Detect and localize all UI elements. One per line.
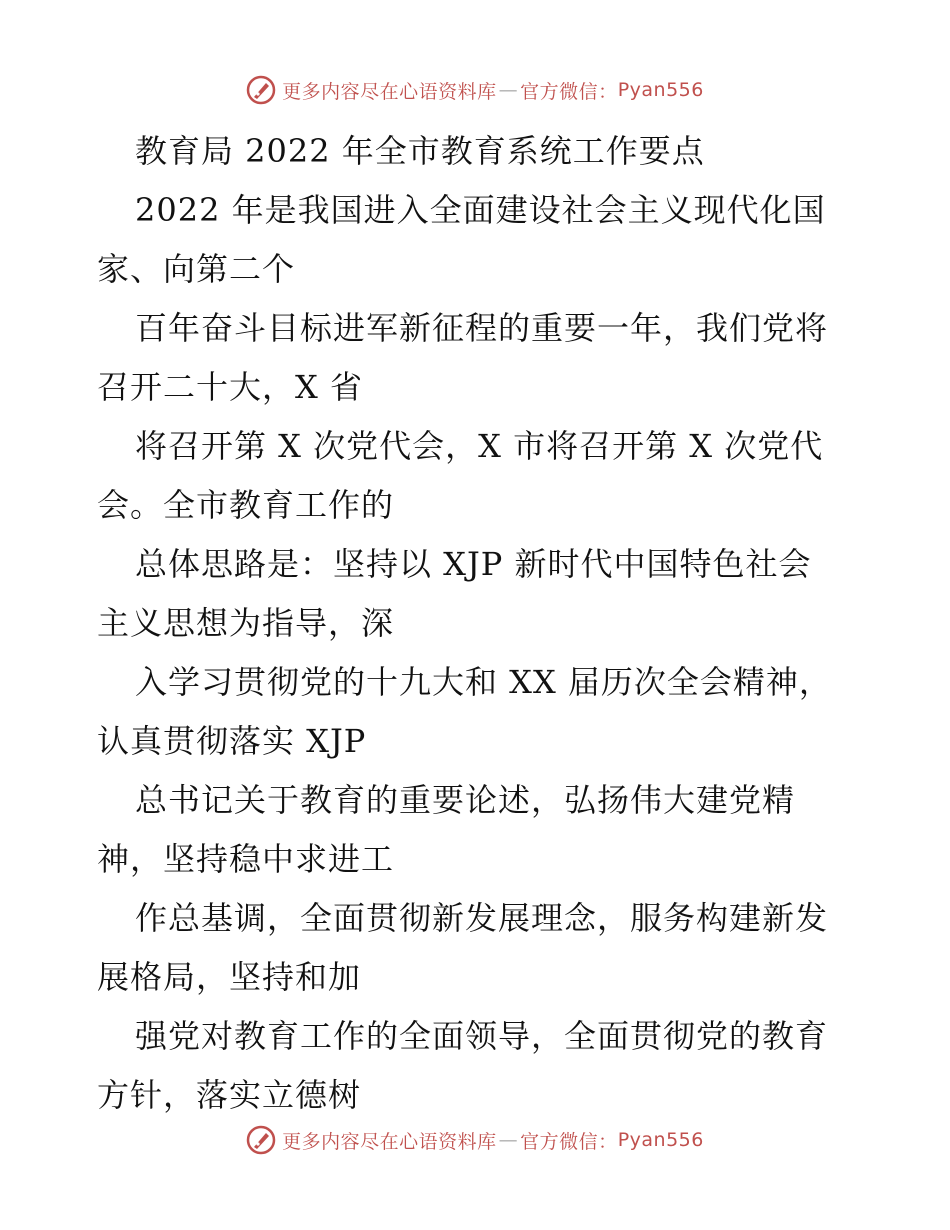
text-line: 入学习贯彻党的十九大和 XX 届历次全会精神， — [135, 663, 832, 701]
text-line: 将召开第 X 次党代会，X 市将召开第 X 次党代 — [135, 427, 824, 465]
watermark-separator: — — [498, 79, 519, 101]
text-line: 百年奋斗目标进军新征程的重要一年，我们党将 — [135, 309, 829, 347]
watermark-main-text: 更多内容尽在心语资料库 — [282, 80, 497, 103]
text-line: 主义思想为指导，深 — [97, 604, 395, 642]
text-line: 认真贯彻落实 XJP — [97, 722, 367, 760]
footer-watermark — [0, 1120, 950, 1160]
watermark-wechat-id: Pyan556 — [617, 79, 704, 101]
text-line: 2022 年是我国进入全面建设社会主义现代化国 — [135, 191, 826, 229]
document-title: 教育局 2022 年全市教育系统工作要点 — [135, 132, 705, 170]
text-line: 强党对教育工作的全面领导，全面贯彻党的教育 — [135, 1017, 829, 1055]
watermark-separator: — — [498, 1129, 519, 1151]
header-watermark — [0, 70, 950, 110]
text-line: 会。全市教育工作的 — [97, 486, 395, 524]
text-line: 召开二十大，X 省 — [97, 368, 363, 406]
watermark-wechat-id: Pyan556 — [617, 1129, 704, 1151]
text-line: 神，坚持稳中求进工 — [97, 840, 395, 878]
watermark-wechat-label: 官方微信： — [520, 80, 618, 103]
pen-nib-logo-icon — [246, 75, 276, 105]
document-body — [97, 122, 867, 1125]
text-line: 家、向第二个 — [97, 250, 296, 288]
pen-nib-logo-icon — [246, 1125, 276, 1155]
text-line: 总书记关于教育的重要论述，弘扬伟大建党精 — [135, 781, 796, 819]
text-line: 作总基调，全面贯彻新发展理念，服务构建新发 — [135, 899, 829, 937]
text-line: 总体思路是：坚持以 XJP 新时代中国特色社会 — [135, 545, 812, 583]
watermark-main-text: 更多内容尽在心语资料库 — [282, 1130, 497, 1153]
text-line: 展格局，坚持和加 — [97, 958, 362, 996]
text-line: 方针，落实立德树 — [97, 1076, 362, 1114]
watermark-wechat-label: 官方微信： — [520, 1130, 618, 1153]
